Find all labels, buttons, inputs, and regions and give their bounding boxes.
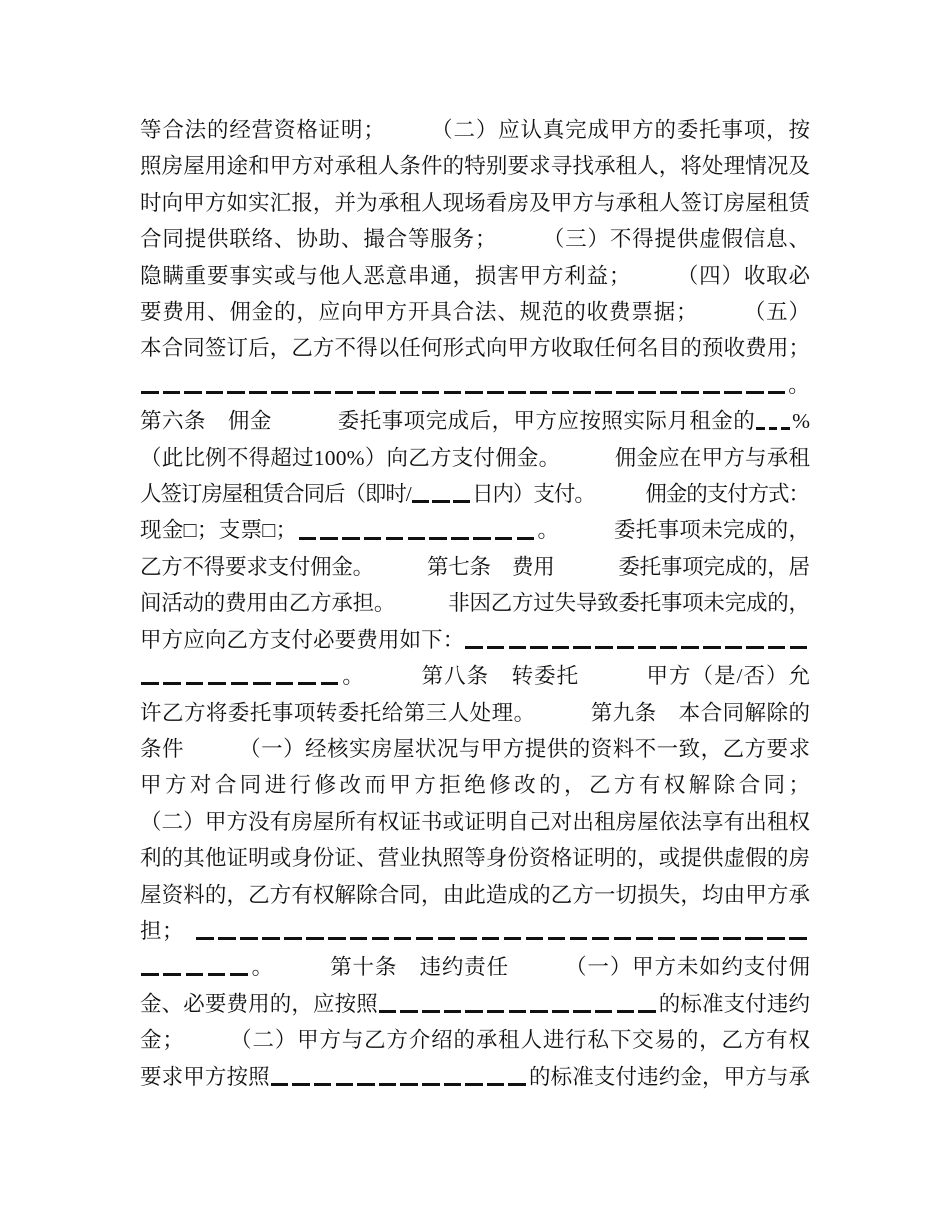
blank-underline bbox=[486, 994, 508, 1013]
blank-underline bbox=[547, 921, 569, 940]
blank-underline bbox=[767, 375, 789, 394]
line-text: 金； （二）甲方与乙方介绍的承租人进行私下交易的，乙方有权 bbox=[140, 1028, 811, 1053]
line-text: 第六条 佣金 委托事项完成后，甲方应按照实际月租金的 % bbox=[140, 409, 811, 434]
blank-underline bbox=[702, 629, 724, 648]
blank-underline bbox=[508, 629, 530, 648]
line-text: 许乙方将委托事项转委托给第三人处理。 第九条 本合同解除的 bbox=[140, 700, 811, 725]
line-text: 要费用、佣金的，应向甲方开具合法、规范的收费票据； （五） bbox=[140, 300, 811, 325]
blank-underline bbox=[415, 921, 437, 940]
line-text: 合同提供联络、协助、撮合等服务； （三）不得提供虚假信息、 bbox=[140, 227, 811, 252]
blank-underline bbox=[443, 994, 465, 1013]
blank-underline bbox=[185, 957, 207, 976]
blank-underline bbox=[464, 375, 486, 394]
blank-underline bbox=[525, 921, 547, 940]
blank-underline bbox=[217, 921, 239, 940]
blank-underline bbox=[594, 629, 616, 648]
blank-underline bbox=[551, 375, 573, 394]
blank-underline bbox=[298, 520, 320, 539]
blank-underline bbox=[334, 375, 356, 394]
blank-underline bbox=[195, 921, 217, 940]
blank-underline bbox=[745, 375, 767, 394]
blank-underline bbox=[452, 484, 474, 503]
blank-underline bbox=[722, 921, 744, 940]
contract-line bbox=[140, 622, 810, 658]
blank-underline bbox=[399, 375, 421, 394]
blank-underline bbox=[702, 375, 724, 394]
line-text: （此比例不得超过100%）向乙方支付佣金。 佣金应在甲方与承租 bbox=[140, 445, 811, 470]
blank-underline bbox=[313, 1066, 335, 1085]
blank-underline bbox=[529, 629, 551, 648]
contract-line bbox=[140, 1022, 810, 1058]
blank-underline bbox=[207, 666, 229, 685]
blank-underline bbox=[319, 520, 341, 539]
blank-underline bbox=[755, 411, 767, 430]
contract-line bbox=[140, 986, 810, 1022]
blank-underline bbox=[313, 375, 335, 394]
line-text: 屋资料的，乙方有权解除合同，由此造成的乙方一切损失，均由甲方承 bbox=[140, 882, 811, 907]
line-text: 条件 （一）经核实房屋状况与甲方提供的资料不一致，乙方要求 bbox=[140, 736, 811, 761]
blank-underline bbox=[789, 629, 811, 648]
blank-underline bbox=[766, 921, 788, 940]
blank-underline bbox=[283, 921, 305, 940]
blank-underline bbox=[239, 921, 261, 940]
contract-line bbox=[140, 695, 810, 731]
blank-underline bbox=[507, 375, 529, 394]
blank-underline bbox=[443, 1066, 465, 1085]
blank-underline bbox=[252, 666, 274, 685]
contract-line bbox=[140, 294, 810, 330]
blank-underline bbox=[349, 921, 371, 940]
blank-underline bbox=[464, 994, 486, 1013]
contract-line bbox=[140, 549, 810, 585]
blank-underline bbox=[421, 1066, 443, 1085]
blank-underline bbox=[745, 629, 767, 648]
line-text: 现金□；支票□； 。 委托事项未完成的， bbox=[140, 518, 811, 543]
contract-line bbox=[140, 913, 810, 949]
contract-line bbox=[140, 585, 810, 621]
contract-line bbox=[140, 877, 810, 913]
line-text: 担； bbox=[140, 919, 810, 943]
blank-underline bbox=[516, 520, 538, 539]
blank-underline bbox=[768, 411, 780, 430]
blank-underline bbox=[494, 520, 516, 539]
line-text: 。 bbox=[140, 373, 810, 397]
blank-underline bbox=[411, 484, 433, 503]
contract-line bbox=[140, 112, 810, 148]
blank-underline bbox=[162, 666, 184, 685]
blank-underline bbox=[680, 629, 702, 648]
line-text: 时向甲方如实汇报，并为承租人现场看房及甲方与承租人签订房屋租赁 bbox=[140, 190, 811, 215]
contract-line bbox=[140, 512, 810, 548]
blank-underline bbox=[464, 629, 486, 648]
contract-line bbox=[140, 476, 810, 512]
blank-underline bbox=[378, 375, 400, 394]
blank-underline bbox=[659, 375, 681, 394]
blank-underline bbox=[635, 921, 657, 940]
blank-underline bbox=[507, 1066, 529, 1085]
blank-underline bbox=[399, 1066, 421, 1085]
blank-underline bbox=[378, 1066, 400, 1085]
blank-underline bbox=[616, 629, 638, 648]
blank-underline bbox=[680, 375, 702, 394]
blank-underline bbox=[744, 921, 766, 940]
blank-underline bbox=[140, 375, 162, 394]
blank-underline bbox=[700, 921, 722, 940]
blank-underline bbox=[572, 375, 594, 394]
blank-underline bbox=[486, 1066, 508, 1085]
contract-text bbox=[140, 112, 814, 1095]
blank-underline bbox=[275, 666, 297, 685]
blank-underline bbox=[613, 921, 635, 940]
blank-underline bbox=[431, 484, 453, 503]
line-text: 乙方不得要求支付佣金。 第七条 费用 委托事项完成的，居 bbox=[140, 554, 810, 579]
blank-underline bbox=[162, 957, 184, 976]
line-text: 金、必要费用的，应按照 的标准支付违约 bbox=[140, 991, 811, 1016]
blank-underline bbox=[371, 921, 393, 940]
blank-underline bbox=[594, 994, 616, 1013]
line-text: 人签订房屋租赁合同后（即时/ 日内）支付。 佣金的支付方式： bbox=[140, 482, 809, 507]
blank-underline bbox=[207, 957, 229, 976]
blank-underline bbox=[261, 921, 283, 940]
blank-underline bbox=[229, 957, 251, 976]
contract-line bbox=[140, 330, 810, 366]
blank-underline bbox=[508, 994, 530, 1013]
line-text: 等合法的经营资格证明； （二）应认真完成甲方的委托事项，按 bbox=[140, 118, 811, 142]
blank-underline bbox=[443, 375, 465, 394]
blank-underline bbox=[723, 375, 745, 394]
line-text: 本合同签订后，乙方不得以任何形式向甲方收取任何名目的预收费用； bbox=[140, 336, 811, 361]
blank-underline bbox=[407, 520, 429, 539]
blank-underline bbox=[551, 629, 573, 648]
line-text: 。 第八条 转委托 甲方（是/否）允 bbox=[140, 664, 811, 688]
blank-underline bbox=[616, 994, 638, 1013]
blank-underline bbox=[140, 666, 162, 685]
blank-underline bbox=[591, 921, 613, 940]
blank-underline bbox=[637, 629, 659, 648]
blank-underline bbox=[572, 629, 594, 648]
contract-line bbox=[140, 658, 810, 694]
blank-underline bbox=[637, 375, 659, 394]
blank-underline bbox=[788, 921, 810, 940]
contract-line bbox=[140, 1059, 810, 1095]
contract-line bbox=[140, 767, 814, 803]
blank-underline bbox=[767, 629, 789, 648]
contract-line bbox=[140, 804, 810, 840]
blank-underline bbox=[291, 375, 313, 394]
blank-underline bbox=[270, 375, 292, 394]
line-text: 甲方对合同进行修改而甲方拒绝修改的，乙方有权解除合同； bbox=[140, 773, 814, 798]
blank-underline bbox=[297, 666, 319, 685]
contract-line bbox=[140, 440, 810, 476]
blank-underline bbox=[551, 994, 573, 1013]
line-text: 隐瞒重要事实或与他人恶意串通，损害甲方利益； （四）收取必 bbox=[140, 263, 811, 288]
line-text: （二）甲方没有房屋所有权证书或证明自己对出租房屋依法享有出租权 bbox=[140, 809, 811, 834]
blank-underline bbox=[529, 994, 551, 1013]
blank-underline bbox=[780, 411, 792, 430]
blank-underline bbox=[450, 520, 472, 539]
blank-underline bbox=[363, 520, 385, 539]
blank-underline bbox=[659, 629, 681, 648]
contract-line bbox=[140, 949, 810, 985]
blank-underline bbox=[356, 1066, 378, 1085]
blank-underline bbox=[679, 921, 701, 940]
blank-underline bbox=[185, 666, 207, 685]
contract-line bbox=[140, 403, 810, 439]
blank-underline bbox=[724, 629, 746, 648]
blank-underline bbox=[327, 921, 349, 940]
blank-underline bbox=[437, 921, 459, 940]
blank-underline bbox=[335, 1066, 357, 1085]
blank-underline bbox=[230, 666, 252, 685]
blank-underline bbox=[569, 921, 591, 940]
contract-line bbox=[140, 258, 810, 294]
blank-underline bbox=[341, 520, 363, 539]
blank-underline bbox=[594, 375, 616, 394]
blank-underline bbox=[305, 921, 327, 940]
blank-underline bbox=[421, 375, 443, 394]
blank-underline bbox=[183, 375, 205, 394]
blank-underline bbox=[378, 994, 400, 1013]
blank-underline bbox=[162, 375, 184, 394]
blank-underline bbox=[472, 520, 494, 539]
blank-underline bbox=[291, 1066, 313, 1085]
contract-line bbox=[140, 221, 810, 257]
line-text: 甲方应向乙方支付必要费用如下： bbox=[140, 628, 810, 652]
blank-underline bbox=[205, 375, 227, 394]
contract-line bbox=[140, 367, 810, 403]
contract-line bbox=[140, 185, 810, 221]
blank-underline bbox=[356, 375, 378, 394]
blank-underline bbox=[248, 375, 270, 394]
blank-underline bbox=[428, 520, 450, 539]
line-text: 照房屋用途和甲方对承租人条件的特别要求寻找承租人，将处理情况及 bbox=[140, 154, 811, 179]
blank-underline bbox=[226, 375, 248, 394]
blank-underline bbox=[421, 994, 443, 1013]
blank-underline bbox=[486, 629, 508, 648]
contract-line bbox=[140, 840, 810, 876]
contract-line bbox=[140, 148, 810, 184]
blank-underline bbox=[637, 994, 659, 1013]
blank-underline bbox=[529, 375, 551, 394]
blank-underline bbox=[481, 921, 503, 940]
blank-underline bbox=[572, 994, 594, 1013]
blank-underline bbox=[486, 375, 508, 394]
blank-underline bbox=[459, 921, 481, 940]
line-text: 要求甲方按照 的标准支付违约金，甲方与承 bbox=[140, 1064, 811, 1089]
blank-underline bbox=[320, 666, 342, 685]
contract-line bbox=[140, 731, 810, 767]
blank-underline bbox=[464, 1066, 486, 1085]
line-text: 间活动的费用由乙方承担。 非因乙方过失导致委托事项未完成的， bbox=[140, 591, 810, 616]
blank-underline bbox=[399, 994, 421, 1013]
blank-underline bbox=[270, 1066, 292, 1085]
blank-underline bbox=[615, 375, 637, 394]
line-text: 利的其他证明或身份证、营业执照等身份资格证明的，或提供虚假的房 bbox=[140, 846, 811, 871]
blank-underline bbox=[503, 921, 525, 940]
blank-underline bbox=[657, 921, 679, 940]
blank-underline bbox=[393, 921, 415, 940]
blank-underline bbox=[385, 520, 407, 539]
line-text: 。 第十条 违约责任 （一）甲方未如约支付佣 bbox=[140, 955, 811, 979]
blank-underline bbox=[140, 957, 162, 976]
